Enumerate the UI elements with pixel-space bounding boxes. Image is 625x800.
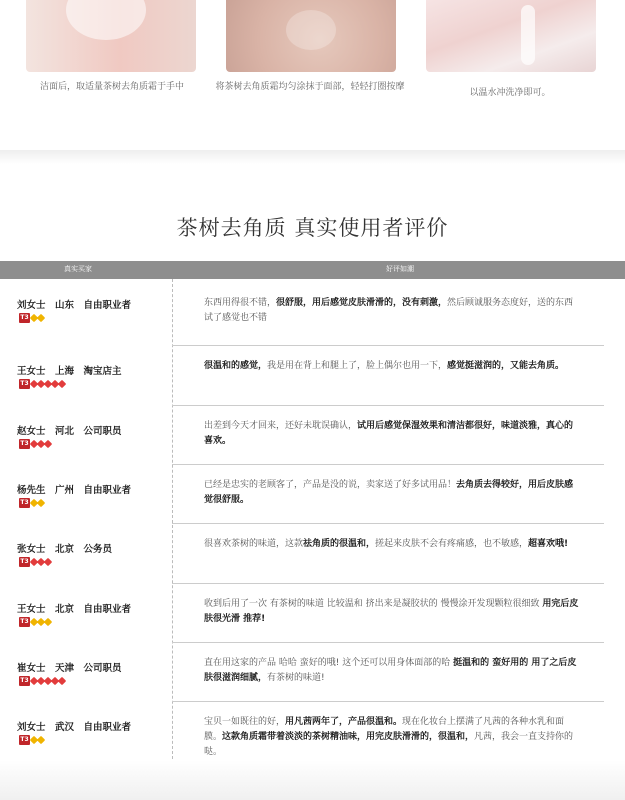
review-fragment: 搓起来皮肤不会有疼痛感，也不敏感， xyxy=(375,539,529,549)
buyer-rank xyxy=(19,676,65,686)
row-separator xyxy=(172,405,604,406)
review-text xyxy=(204,597,580,627)
reviewer-name: 王女士 上海 淘宝店主 xyxy=(17,366,122,377)
review-fragment: 东西用得很不错， xyxy=(204,298,277,308)
rank-badge: T3 xyxy=(20,677,29,684)
reviewer-name: 赵女士 河北 公司职员 xyxy=(17,426,122,437)
review-highlight: 很温和的感觉， xyxy=(204,361,268,371)
rank-diamond-icon xyxy=(58,677,66,685)
row-separator xyxy=(172,464,604,465)
buyer-rank xyxy=(19,498,44,508)
usage-steps xyxy=(0,0,625,150)
row-separator xyxy=(172,642,604,643)
review-fragment: 现在化妆台上摆满了凡茜的各种水乳和面膜。 xyxy=(204,717,565,742)
review-fragment: 然后顾诚服务态度好，送的东西试了感觉也不错 xyxy=(204,298,574,323)
reviewer-name: 王女士 北京 自由职业者 xyxy=(17,604,132,615)
rank-badge: T3 xyxy=(20,314,29,321)
review-row xyxy=(0,345,625,404)
review-row xyxy=(0,523,625,582)
buyer-rank xyxy=(19,617,51,627)
reviewer-name: 崔女士 天津 公司职员 xyxy=(17,663,122,674)
review-text xyxy=(204,478,580,508)
review-row xyxy=(0,642,625,701)
header-buyer: 真实买家 xyxy=(64,265,92,273)
review-row xyxy=(0,279,625,338)
buyer-rank xyxy=(19,313,44,323)
row-separator xyxy=(172,345,604,346)
review-text xyxy=(204,296,580,326)
header-review: 好评如潮 xyxy=(386,265,414,273)
rank-diamond-icon xyxy=(37,314,45,322)
review-highlight: 用完后皮肤很光滑 推荐! xyxy=(204,599,579,624)
review-fragment: 很喜欢茶树的味道，这款 xyxy=(204,539,304,549)
review-highlight: 试用后感觉保湿效果和清洁都很好，味道淡雅，真心的喜欢。 xyxy=(204,421,574,446)
section-divider xyxy=(0,150,625,164)
rank-diamond-icon xyxy=(37,736,45,744)
review-fragment: 出差到今天才回来，还好未耽误确认， xyxy=(204,421,358,431)
review-fragment: 凡茜，我会一直支持你的哒。 xyxy=(204,732,574,757)
buyer-rank xyxy=(19,439,51,449)
buyer-rank xyxy=(19,557,51,567)
rank-diamond-icon xyxy=(44,558,52,566)
review-row xyxy=(0,701,625,760)
rank-diamond-icon xyxy=(37,499,45,507)
bottom-fade xyxy=(0,760,625,800)
water-stream xyxy=(521,5,535,65)
rank-diamond-icon xyxy=(44,440,52,448)
review-fragment: 已经是忠实的老顾客了，产品是没的说，卖家送了好多试用品！ xyxy=(204,480,457,490)
rank-diamond-icon xyxy=(44,618,52,626)
review-fragment: 收到后用了一次 有茶树的味道 比较温和 挤出来是凝胶状的 慢慢涂开发现颗粒很细致 xyxy=(204,599,543,609)
rank-badge: T3 xyxy=(20,736,29,743)
reviewer-name: 张女士 北京 公务员 xyxy=(17,544,113,555)
review-text xyxy=(204,359,580,374)
row-separator xyxy=(172,583,604,584)
reviewer-name: 刘女士 山东 自由职业者 xyxy=(17,300,132,311)
review-highlight: 感觉挺滋润的，又能去角质。 xyxy=(447,361,565,371)
review-row xyxy=(0,583,625,642)
review-highlight: 很舒服，用后感觉皮肤滑滑的，没有刺激， xyxy=(276,298,448,308)
review-text xyxy=(204,537,580,552)
step1-highlight xyxy=(66,0,146,40)
review-fragment: 直在用这家的产品 哈哈 蛮好的哦! 这个还可以用身体面部的哈 xyxy=(204,658,454,668)
review-highlight: 挺温和的 蛮好用的 用了之后皮肤很滋润细腻， xyxy=(204,658,577,683)
review-highlight: 用凡茜两年了，产品很温和。 xyxy=(285,717,403,727)
review-highlight: 超喜欢哦! xyxy=(528,539,569,549)
review-fragment: 宝贝一如既往的好， xyxy=(204,717,286,727)
review-highlight: 去角质去得较好，用后皮肤感觉很舒服。 xyxy=(204,480,574,505)
section-title: 茶树去角质 真实使用者评价 xyxy=(176,216,449,240)
step1-image xyxy=(26,0,196,72)
review-text xyxy=(204,656,580,686)
buyer-rank xyxy=(19,735,44,745)
rank-badge: T3 xyxy=(20,440,29,447)
step3-image xyxy=(426,0,596,72)
review-highlight: 祛角质的很温和， xyxy=(303,539,376,549)
review-text xyxy=(204,419,580,449)
step1-caption: 洁面后，取适量茶树去角质霜于手中 xyxy=(39,82,184,92)
review-fragment: 我是用在背上和腿上了，脸上偶尔也用一下， xyxy=(267,361,448,371)
review-row xyxy=(0,405,625,464)
reviews-table-header xyxy=(0,261,625,279)
rank-badge: T3 xyxy=(20,380,29,387)
rank-badge: T3 xyxy=(20,499,29,506)
rank-diamond-icon xyxy=(58,380,66,388)
row-separator xyxy=(172,701,604,702)
step2-image xyxy=(226,0,396,72)
step3-caption: 以温水冲洗净即可。 xyxy=(469,88,551,98)
step2-highlight xyxy=(286,10,336,50)
review-row xyxy=(0,464,625,523)
review-highlight: 这款角质霜带着淡淡的茶树精油味，用完皮肤滑滑的，很温和， xyxy=(222,732,475,742)
reviewer-name: 杨先生 广州 自由职业者 xyxy=(17,485,132,496)
rank-badge: T3 xyxy=(20,558,29,565)
review-fragment: 有茶树的味道! xyxy=(267,673,325,683)
review-text xyxy=(204,715,580,760)
row-separator xyxy=(172,523,604,524)
reviewer-name: 刘女士 武汉 自由职业者 xyxy=(17,722,132,733)
step2-caption: 将茶树去角质霜均匀涂抹于面部，轻轻打圈按摩 xyxy=(215,82,405,92)
buyer-rank xyxy=(19,379,65,389)
rank-badge: T3 xyxy=(20,618,29,625)
